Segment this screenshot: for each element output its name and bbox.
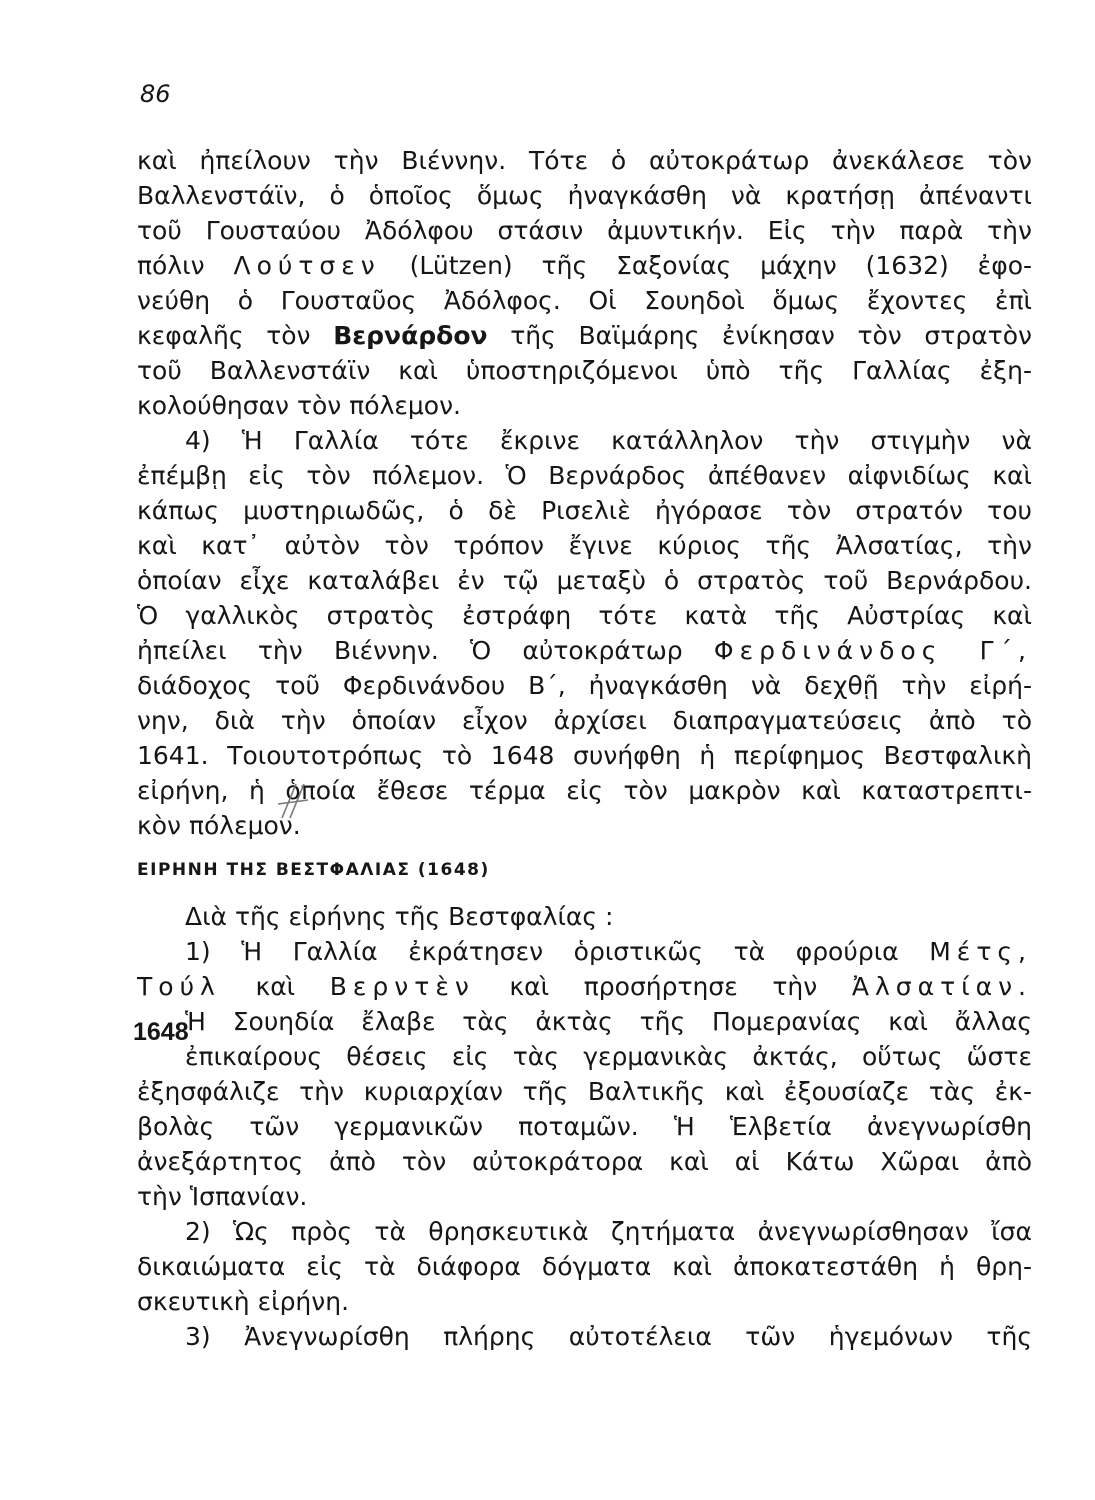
spaced-name-ferdinand: Φερδινάνδος Γ΄, bbox=[713, 636, 1032, 665]
text-line: εἰρήνη, ἡ ὁποία ἔθεσε τέρμα εἰς τὸν μακρὸν καὶ καταστρεπτι- bbox=[137, 776, 1032, 805]
text-line: κεφαλῆς τὸν Βερνάρδον τῆς Βαϊμάρης ἐνίκησαν τὸν στρατὸν bbox=[137, 321, 1032, 350]
text-line: 1) Ἡ Γαλλία ἐκράτησεν ὁριστικῶς τὰ φρούρια Μέτς, bbox=[185, 937, 1032, 966]
text-line: βολὰς τῶν γερμανικῶν ποταμῶν. Ἡ Ἑλβετία ἀνεγνωρίσθη bbox=[137, 1112, 1032, 1141]
text-line: τὴν Ἱσπανίαν. bbox=[137, 1182, 308, 1211]
text-line: 1641. Τοιουτοτρόπως τὸ 1648 συνήφθη ἡ περίφημος Βεστφαλικὴ bbox=[137, 741, 1032, 770]
text-line: Ὁ γαλλικὸς στρατὸς ἐστράφη τότε κατὰ τῆς Αὐστρίας καὶ bbox=[137, 601, 1032, 630]
text-line: ἐξησφάλιζε τὴν κυριαρχίαν τῆς Βαλτικῆς καὶ ἐξουσίαζε τὰς ἐκ- bbox=[137, 1077, 1032, 1106]
handwritten-mark-icon bbox=[268, 780, 314, 820]
text-line: νεύθη ὁ Γουσταῦος Ἀδόλφος. Οἱ Σουηδοὶ ὅμως ἔχοντες ἐπὶ bbox=[137, 286, 1032, 315]
text-line: ἐπικαίρους θέσεις εἰς τὰς γερμανικὰς ἀκτάς, οὕτως ὥστε bbox=[185, 1042, 1032, 1071]
text-line: διάδοχος τοῦ Φερδινάνδου Β΄, ἠναγκάσθη νὰ δεχθῇ τὴν εἰρή- bbox=[137, 671, 1032, 700]
text-line: τοῦ Βαλλενστάϊν καὶ ὑποστηριζόμενοι ὑπὸ τῆς Γαλλίας ἐξη- bbox=[137, 356, 1032, 385]
text-line: κὸν πόλεμον. bbox=[137, 811, 301, 840]
text-line: σκευτικὴ εἰρήνη. bbox=[137, 1287, 350, 1316]
text-line: 4) Ἡ Γαλλία τότε ἔκρινε κατάλληλον τὴν στιγμὴν νὰ bbox=[185, 426, 1032, 455]
text-line: Τούλ καὶ Βερντὲν καὶ προσήρτησε τὴν Ἀλσατίαν. bbox=[137, 972, 1032, 1001]
section-heading: ΕΙΡΗΝΗ ΤΗΣ ΒΕΣΤΦΑΛΙΑΣ (1648) bbox=[137, 860, 490, 880]
text-line: πόλιν Λούτσεν (Lützen) τῆς Σαξονίας μάχην (1632) ἐφο- bbox=[137, 251, 1032, 280]
text-line: ἐπέμβῃ εἰς τὸν πόλεμον. Ὁ Βερνάρδος ἀπέθανεν αἰφνιδίως καὶ bbox=[137, 461, 1032, 490]
text-line: 3) Ἀνεγνωρίσθη πλήρης αὐτοτέλεια τῶν ἡγεμόνων τῆς bbox=[185, 1322, 1032, 1351]
text-line: τοῦ Γουσταύου Ἀδόλφου στάσιν ἀμυντικήν. Εἰς τὴν παρὰ τὴν bbox=[137, 216, 1032, 245]
margin-year: 1648 bbox=[133, 1018, 189, 1046]
text-line: Διὰ τῆς εἰρήνης τῆς Βεστφαλίας : bbox=[185, 902, 614, 931]
text-line: καὶ κατ᾽ αὐτὸν τὸν τρόπον ἔγινε κύριος τῆς Ἀλσατίας, τὴν bbox=[137, 531, 1032, 560]
spaced-name-verdun: Βερντὲν bbox=[329, 972, 475, 1001]
text-line: Βαλλενστάϊν, ὁ ὁποῖος ὅμως ἠναγκάσθη νὰ κρατήσῃ ἀπέναντι bbox=[137, 181, 1032, 210]
bold-name-bernardos: Βερνάρδον bbox=[333, 321, 488, 350]
text-line: ἀνεξάρτητος ἀπὸ τὸν αὐτοκράτορα καὶ αἱ Κάτω Χῶραι ἀπὸ bbox=[137, 1147, 1032, 1176]
text-line: κάπως μυστηριωδῶς, ὁ δὲ Ρισελιὲ ἠγόρασε τὸν στρατόν του bbox=[137, 496, 1032, 525]
text-line: ὁποίαν εἶχε καταλάβει ἐν τῷ μεταξὺ ὁ στρατὸς τοῦ Βερνάρδου. bbox=[137, 566, 1032, 595]
text-line: Ἡ Σουηδία ἔλαβε τὰς ἀκτὰς τῆς Πομερανίας καὶ ἄλλας bbox=[185, 1007, 1032, 1036]
spaced-name-alsace: Ἀλσατίαν. bbox=[851, 972, 1032, 1001]
spaced-name-metz: Μέτς, bbox=[929, 937, 1032, 966]
text-line: δικαιώματα εἰς τὰ διάφορα δόγματα καὶ ἀποκατεστάθη ἡ θρη- bbox=[137, 1252, 1032, 1281]
spaced-name-lutzen: Λούτσεν bbox=[233, 251, 381, 280]
text-line: ἠπείλει τὴν Βιέννην. Ὁ αὐτοκράτωρ Φερδινάνδος Γ΄, bbox=[137, 636, 1032, 665]
text-line: κολούθησαν τὸν πόλεμον. bbox=[137, 391, 461, 420]
text-line: 2) Ὡς πρὸς τὰ θρησκευτικὰ ζητήματα ἀνεγνωρίσθησαν ἴσα bbox=[185, 1217, 1032, 1246]
spaced-name-toul: Τούλ bbox=[137, 972, 221, 1001]
text-line: καὶ ἠπείλουν τὴν Βιέννην. Τότε ὁ αὐτοκράτωρ ἀνεκάλεσε τὸν bbox=[137, 146, 1032, 175]
page-number: 86 bbox=[140, 80, 171, 108]
text-line: νην, διὰ τὴν ὁποίαν εἶχον ἀρχίσει διαπραγματεύσεις ἀπὸ τὸ bbox=[137, 706, 1032, 735]
